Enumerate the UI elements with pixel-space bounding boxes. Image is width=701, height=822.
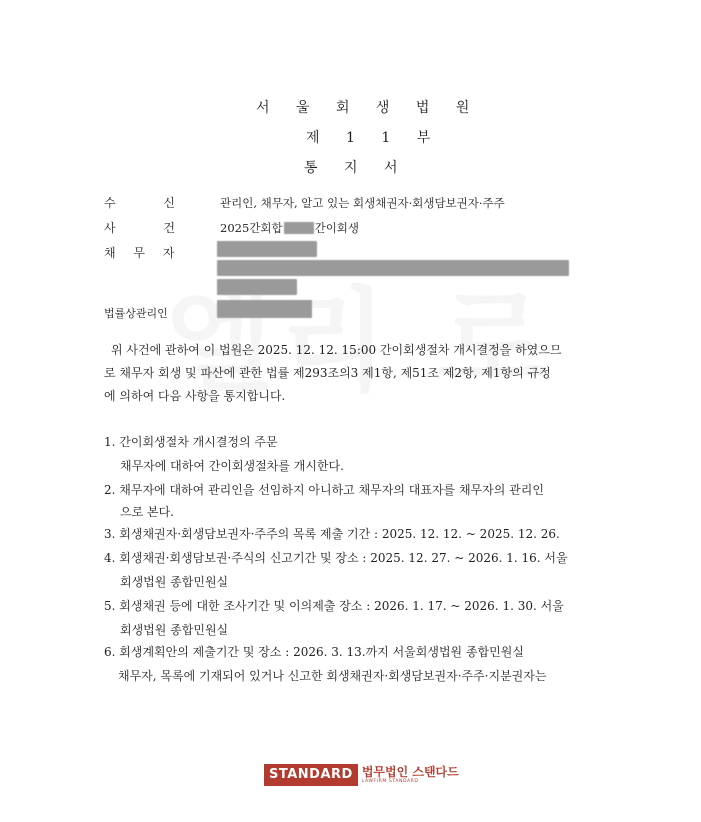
case-number-redaction bbox=[284, 222, 314, 234]
intro-line-3: 에 의하여 다음 사항을 통지합니다. bbox=[104, 389, 286, 403]
item-6-text: 채무자, 목록에 기재되어 있거나 신고한 회생채권자·회생담보권자·주주·지분권자는 bbox=[118, 669, 547, 683]
case-number bbox=[220, 220, 359, 236]
item-4-line-1: 4. 회생채권·회생담보권·주식의 신고기간 및 장소 : 2025. 12. 27. ~ 2026. 1. 16. 서울 bbox=[104, 551, 568, 565]
case-prefix: 2025간회합 bbox=[220, 221, 283, 235]
logo-english: LAWFIRM STANDARD bbox=[361, 778, 419, 784]
debtor-label: 채 무 자 bbox=[104, 246, 175, 260]
intro-line-2: 로 채무자 회생 및 파산에 관한 법률 제293조의3 제1항, 제51조 제2항, 제1항의 규정 bbox=[104, 366, 551, 380]
intro-line-1: 위 사건에 관하여 이 법원은 2025. 12. 12. 15:00 간이회생절차 개시결정을 하였으므 bbox=[111, 343, 562, 357]
legal-manager-redaction bbox=[217, 300, 312, 318]
logo-text bbox=[362, 766, 459, 785]
court-title: 서 울 회 생 법 원 bbox=[256, 100, 481, 116]
item-6: 6. 회생계획안의 제출기간 및 장소 : 2026. 3. 13.까지 서울회생법원 종합민원실 bbox=[104, 645, 524, 659]
document-title: 통 지 서 bbox=[304, 160, 409, 176]
item-2-line-1: 2. 채무자에 대하여 관리인을 선임하지 아니하고 채무자의 대표자를 채무자의 관리인 bbox=[104, 483, 544, 497]
debtor-name-redaction bbox=[217, 241, 317, 257]
item-4-line-2: 회생법원 종합민원실 bbox=[120, 575, 229, 589]
debtor-address2-redaction bbox=[217, 279, 297, 295]
item-5-line-2: 회생법원 종합민원실 bbox=[120, 623, 229, 637]
legal-manager-label: 법률상관리인 bbox=[104, 307, 168, 320]
recipient-value: 관리인, 채무자, 알고 있는 회생채권자·회생담보권자·주주 bbox=[220, 196, 505, 210]
logo-wordmark: STANDARD bbox=[264, 764, 358, 786]
item-2-line-2: 으로 본다. bbox=[120, 505, 174, 519]
firm-logo bbox=[264, 764, 459, 786]
debtor-address-redaction bbox=[217, 260, 569, 276]
item-1-text: 채무자에 대하여 간이회생절차를 개시한다. bbox=[120, 459, 344, 473]
case-label: 사 건 bbox=[104, 221, 175, 235]
recipient-label: 수 신 bbox=[104, 196, 175, 210]
division-title: 제 1 1 부 bbox=[306, 130, 442, 146]
logo-korean: 법무법인 스탠다드 bbox=[361, 764, 459, 779]
item-5-line-1: 5. 회생채권 등에 대한 조사기간 및 이의제출 장소 : 2026. 1. 17. ~ 2026. 1. 30. 서울 bbox=[104, 599, 564, 613]
case-suffix: 간이회생 bbox=[314, 221, 360, 235]
item-3: 3. 회생채권자·회생담보권자·주주의 목록 제출 기간 : 2025. 12. 12. ~ 2025. 12. 26. bbox=[104, 527, 560, 541]
item-1-heading: 1. 간이회생절차 개시결정의 주문 bbox=[104, 435, 278, 449]
